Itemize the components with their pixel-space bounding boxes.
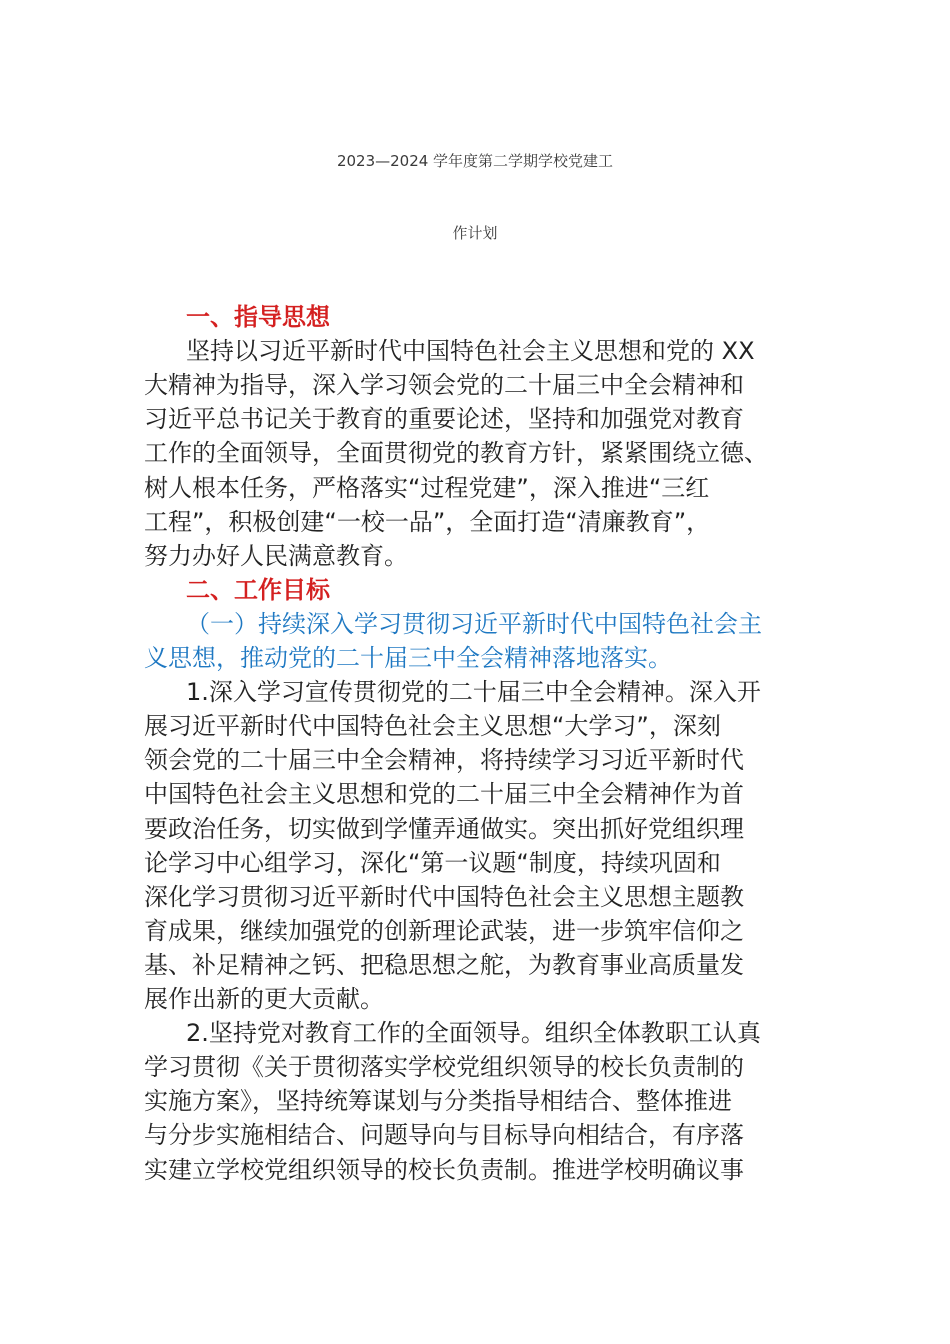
subsection-heading: 义思想，推动党的二十届三中全会精神落地落实。 (144, 644, 672, 672)
body-line: 要政治任务，切实做到学懂弄通做实。突出抓好党组织理 (144, 814, 744, 843)
body-line: 中国特色社会主义思想和党的二十届三中全会精神作为首 (144, 780, 744, 809)
title-line-1: 2023—2024 学年度第二学期学校党建工 (336, 152, 614, 170)
body-line: 与分步实施相结合、问题导向与目标导向相结合，有序落 (144, 1121, 744, 1150)
body-line: 习近平总书记关于教育的重要论述，坚持和加强党对教育 (144, 405, 744, 434)
body-line: 坚持以习近平新时代中国特色社会主义思想和党的 XX (186, 337, 755, 366)
body-line: 努力办好人民满意教育。 (144, 541, 408, 570)
subsection-heading: （一）持续深入学习贯彻习近平新时代中国特色社会主 (186, 609, 762, 638)
body-line: 1.深入学习宣传贯彻党的二十届三中全会精神。深入开 (186, 678, 761, 707)
section-heading: 二、工作目标 (186, 575, 330, 604)
body-line: 展作出新的更大贡献。 (144, 985, 384, 1013)
body-line: 基、补足精神之钙、把稳思想之舵，为教育事业高质量发 (144, 950, 744, 979)
body-line: 深化学习贯彻习近平新时代中国特色社会主义思想主题教 (144, 882, 744, 911)
body-line: 展习近平新时代中国特色社会主义思想“大学习”，深刻 (144, 712, 721, 741)
body-line: 领会党的二十届三中全会精神，将持续学习习近平新时代 (144, 746, 744, 775)
body-line: 大精神为指导，深入学习领会党的二十届三中全会精神和 (144, 371, 744, 400)
title-line-2: 作计划 (452, 224, 498, 242)
body-line: 实施方案》，坚持统筹谋划与分类指导相结合、整体推进 (144, 1087, 732, 1116)
section-heading: 一、指导思想 (186, 303, 330, 331)
body-line: 育成果，继续加强党的创新理论武装，进一步筑牢信仰之 (144, 916, 744, 945)
body-line: 树人根本任务，严格落实“过程党建”，深入推进“三红 (144, 473, 710, 502)
body-line: 2.坚持党对教育工作的全面领导。组织全体教职工认真 (186, 1019, 761, 1048)
body-line: 工作的全面领导，全面贯彻党的教育方针，紧紧围绕立德、 (144, 439, 768, 468)
body-line: 工程”，积极创建“一校一品”，全面打造“清廉教育”， (144, 507, 711, 536)
body-line: 学习贯彻《关于贯彻落实学校党组织领导的校长负责制的 (144, 1053, 744, 1082)
body-line: 实建立学校党组织领导的校长负责制。推进学校明确议事 (144, 1155, 744, 1184)
body-line: 论学习中心组学习，深化“第一议题“制度，持续巩固和 (144, 848, 721, 877)
